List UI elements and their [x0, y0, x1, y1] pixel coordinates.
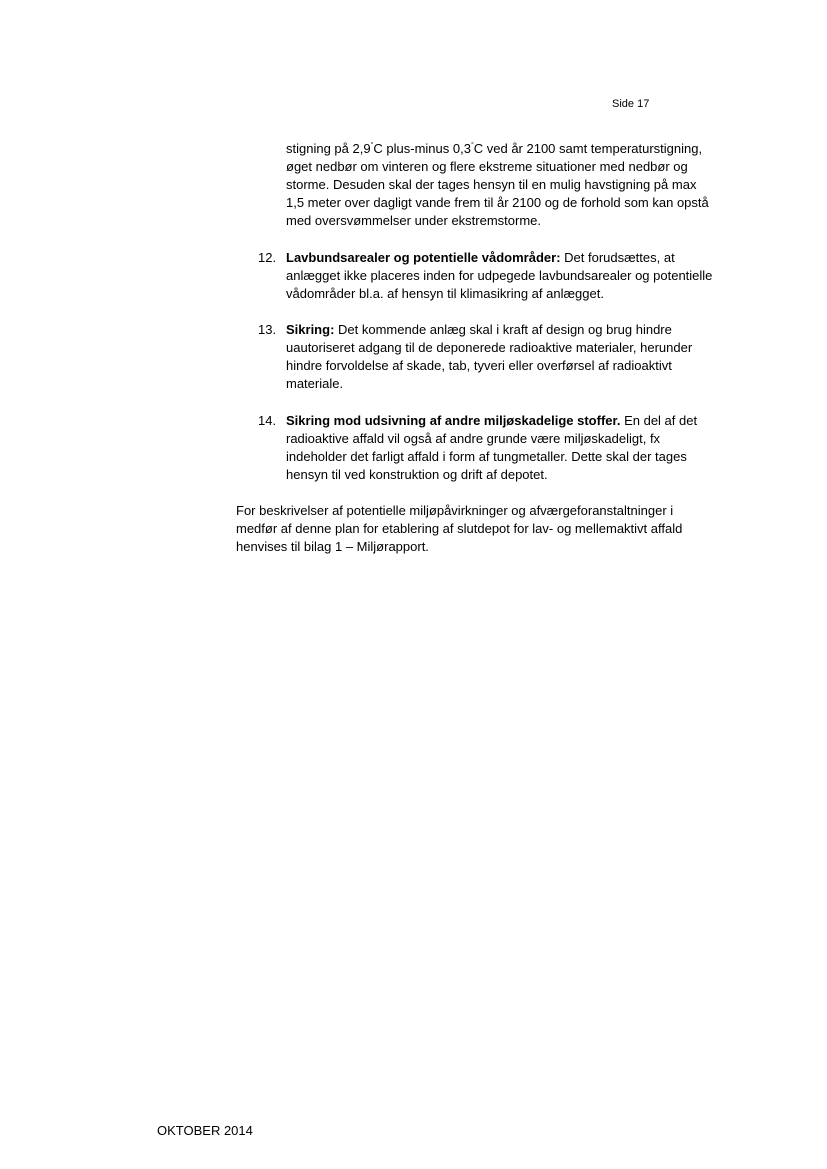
continuation-line-2: øget nedbør om vinteren og flere ekstreme situationer med nedbør og [286, 159, 688, 174]
item-title: Sikring: [286, 322, 335, 337]
degree-symbol: ° [370, 142, 374, 149]
continuation-line-5: med oversvømmelser under ekstremstorme. [286, 213, 542, 228]
degree-symbol: ° [470, 142, 474, 149]
list-number: 13. [258, 322, 277, 337]
list-item-body: Lavbundsarealer og potentielle vådområder: Det forudsættes, at anlægget ikke placeres inden for udpegede lavbundsarealer og potentielle vådområder bl.a. af hensyn til klimasikring af anlægget. [286, 250, 713, 301]
item-title: Lavbundsarealer og potentielle vådområder: [286, 250, 561, 265]
list-number: 12. [258, 250, 277, 265]
continuation-line-4: 1,5 meter over dagligt vande frem til år 2100 og de forhold som kan opstå [286, 195, 709, 210]
item-title: Sikring mod udsivning af andre miljøskadelige stoffer. [286, 413, 621, 428]
continuation-paragraph [286, 140, 756, 230]
list-number: 14. [258, 413, 277, 428]
footer-date: OKTOBER 2014 [157, 1123, 253, 1138]
page-number: Side 17 [612, 98, 650, 110]
list-item-body: Sikring mod udsivning af andre miljøskadelige stoffer. En del af det radioaktive affald vil også af andre grunde være miljøskadeligt, fx indeholder det farligt affald i form af tungmetaller. Dette skal der tages hensyn til ved konstruktion og drift af depotet. [286, 413, 698, 482]
continuation-line-3: storme. Desuden skal der tages hensyn til en mulig havstigning på max [286, 177, 697, 192]
list-item-body: Sikring: Det kommende anlæg skal i kraft af design og brug hindre uautoriseret adgang til de deponerede radioaktive materialer, herunder hindre forvoldelse af skade, tab, tyveri eller overførsel af radioaktivt materiale. [286, 322, 693, 391]
continuation-line-1: stigning på 2,9°C plus-minus 0,3°C ved år 2100 samt temperaturstigning, [286, 141, 703, 156]
closing-paragraph: For beskrivelser af potentielle miljøpåvirkninger og afværgeforanstaltninger i medfør af denne plan for etablering af slutdepot for lav- og mellemaktivt affald henvises til bilag 1 – Miljørapport. [236, 503, 683, 554]
